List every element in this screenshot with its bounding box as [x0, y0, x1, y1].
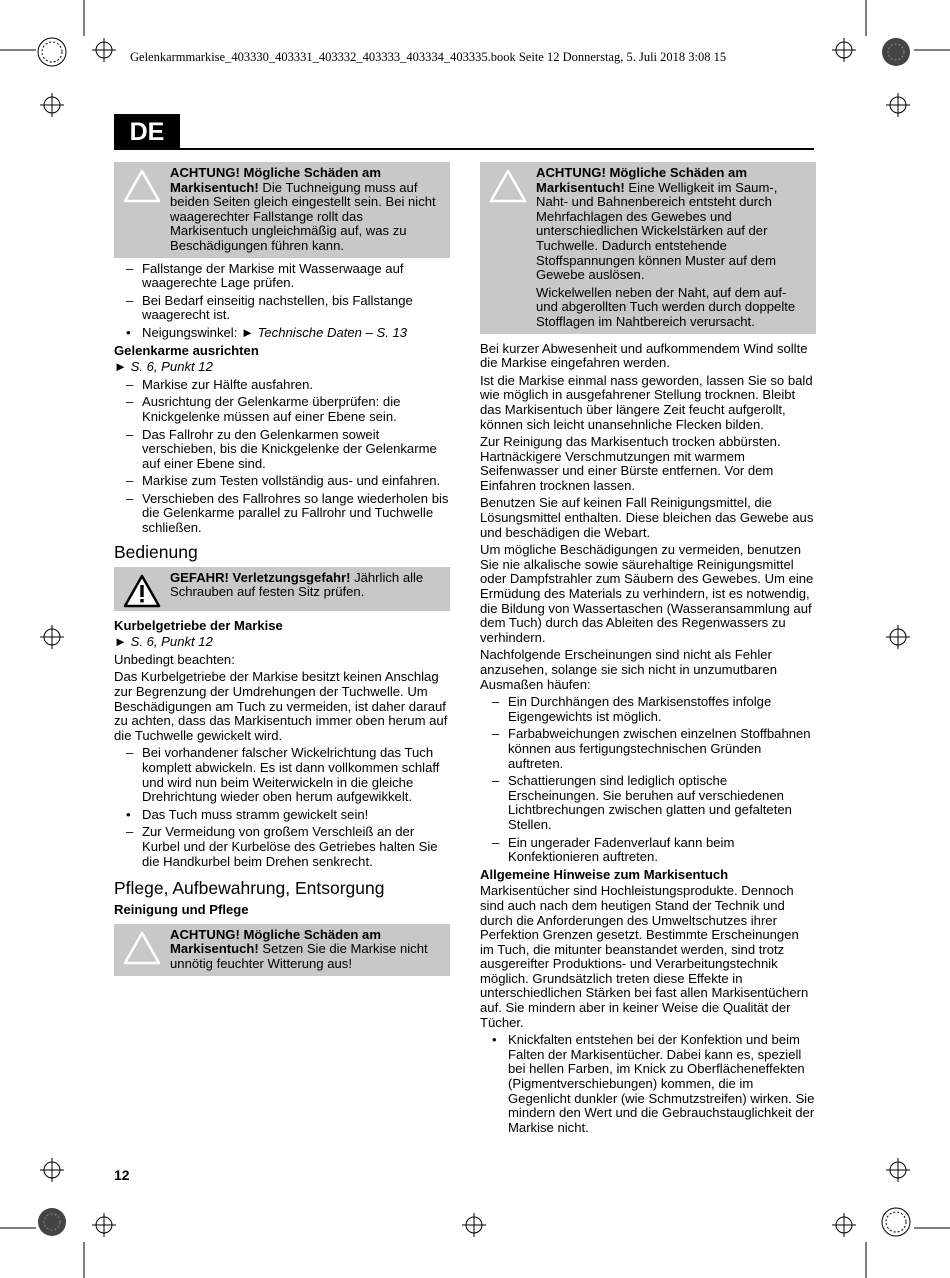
- print-header: Gelenkarmmarkise_403330_403331_403332_403333_403334_403335.book Seite 12 Donnerstag, 5. Juli 2018 3:08 15: [130, 50, 727, 64]
- list-item: • Neigungswinkel: ► Technische Daten – S. 13: [126, 324, 408, 340]
- warning-box: [114, 162, 450, 258]
- left-column: [114, 162, 450, 980]
- danger-box: [114, 567, 450, 611]
- paragraph: Um mögliche Beschädigungen zu vermeiden, benutzen Sie nie alkalische sowie säurehaltige Reinigungsmittel oder Dampfstrahler zum Säubern des Gewebes. Um eine Ermüdung des Materials zu verhindern, ist es notwendig, die Bildung von Wassertaschen (Wasseransammlung auf dem Tuch) durch das Ableiten des Regenwassers zu verhindern.: [480, 542, 814, 645]
- warning-box: [480, 162, 816, 334]
- warning-triangle-icon: [488, 168, 528, 204]
- danger-title: GEFAHR! Verletzungsgefahr!: [170, 569, 351, 585]
- paragraph: Markisentücher sind Hochleistungsprodukte. Dennoch sind auch nach dem heutigen Stand der Technik und durch die Anforderungen des Umweltschutzes ihrer Perfektion Grenzen gesetzt. Bestimmte Erscheinungen im Tuch, die mitunter beanstandet werden, sind trotz ausgereifter Produktions- und Verarbeitungstechnik möglich. Grundsätzlich treten diese Effekte in unterschiedlichen Stärken bei fast allen Markisentüchern auf. Sie mindern aber in keiner Weise die Qualität der Tücher.: [480, 883, 809, 1030]
- list-item: – Zur Vermeidung von großem Verschleiß an der Kurbel und der Kurbelöse des Getriebes halten Sie die Handkurbel beim Drehen senkrecht.: [126, 824, 438, 869]
- paragraph: Das Kurbelgetriebe der Markise besitzt keinen Anschlag zur Begrenzung der Umdrehungen der Tuchwelle. Um Beschädigungen am Tuch zu vermeiden, ist daher darauf zu achten, dass das Markisentuch immer oben herum auf die Tuchwelle gewickelt wird.: [114, 669, 448, 743]
- section-heading: Reinigung und Pflege: [114, 902, 249, 918]
- paragraph: Nachfolgende Erscheinungen sind nicht als Fehler anzusehen, solange sie sich nicht in unzumutbaren Ausmaßen häufen:: [480, 647, 777, 692]
- warning-text: Wickelwellen neben der Naht, auf dem auf- und abgerollten Tuch werden durch doppelte Stofflagen im Nahtbereich verursacht.: [536, 284, 796, 329]
- cross-reference: ► S. 6, Punkt 12: [114, 359, 213, 375]
- arrow-icon: ►: [114, 359, 127, 375]
- list-item: • Das Tuch muss stramm gewickelt sein!: [126, 806, 369, 822]
- section-heading: Allgemeine Hinweise zum Markisentuch: [480, 866, 729, 882]
- chapter-heading: Bedienung: [114, 541, 198, 562]
- cross-reference: ► S. 6, Punkt 12: [114, 634, 213, 650]
- arrow-icon: ►: [114, 634, 127, 650]
- warning-box: [114, 924, 450, 976]
- list-item: – Verschieben des Fallrohres so lange wiederholen bis die Gelenkarme parallel zu Fallrohr und Tuchwelle schließen.: [126, 490, 449, 536]
- paragraph: Unbedingt beachten:: [114, 651, 235, 667]
- section-heading: Kurbelgetriebe der Markise: [114, 617, 283, 633]
- list-item: – Markise zum Testen vollständig aus- und einfahren.: [126, 473, 441, 489]
- section-heading: Gelenkarme ausrichten: [114, 342, 259, 358]
- list-item: – Ein Durchhängen des Markisenstoffes infolge Eigengewichts ist möglich.: [492, 694, 772, 724]
- list-item: – Farbabweichungen zwischen einzelnen Stoffbahnen können aus fertigungstechnischen Gründen auftreten.: [492, 726, 811, 771]
- warning-triangle-icon: [122, 168, 162, 204]
- danger-exclamation-icon: [122, 573, 162, 609]
- warning-triangle-icon: [122, 930, 162, 966]
- page-number: 12: [114, 1167, 130, 1183]
- header-rule: [114, 148, 814, 150]
- paragraph: Bei kurzer Abwesenheit und aufkommendem Wind sollte die Markise eingefahren werden.: [480, 340, 808, 371]
- list-item: – Schattierungen sind lediglich optische Erscheinungen. Sie beruhen auf verschiedenen Lichtbrechungen zwischen glatten und gefalteten Stellen.: [492, 773, 792, 832]
- warning-text: Setzen Sie die Markise nicht unnötig feuchter Witterung aus!: [170, 941, 428, 971]
- list-item: – Fallstange der Markise mit Wasserwaage auf waagerechte Lage prüfen.: [126, 260, 404, 291]
- list-item: • Knickfalten entstehen bei der Konfektion und beim Falten der Markisentücher. Dabei kann es, speziell bei hellen Farben, im Knick zu Oberflächeneffekten (Pigmentverschiebungen) kommen, die im Gegenlicht dunkler (wie Schmutzstreifen) wirken. Sie mindern den Wert und die Gebrauchstauglichkeit der Markise nicht.: [492, 1032, 815, 1135]
- list-item: – Ein ungerader Fadenverlauf kann beim Konfektionieren auftreten.: [492, 834, 735, 865]
- list-item: – Bei Bedarf einseitig nachstellen, bis Fallstange waagerecht ist.: [126, 292, 413, 323]
- danger-text: Jährlich alle Schrauben auf festen Sitz prüfen.: [170, 569, 424, 600]
- warning-text: Eine Welligkeit im Saum-, Naht- und Bahnenbereich entsteht durch Mehrfachlagen des Gewebes und unterschiedlichen Wickelstärken auf der Tuchwelle. Dadurch entstehende Stoffspannungen können Muster auf dem Gewebe auslösen.: [536, 179, 778, 283]
- right-column: [480, 162, 816, 1138]
- list-item: – Das Fallrohr zu den Gelenkarmen soweit verschieben, bis die Knickgelenke der Gelenkarme auf einer Ebene sind.: [126, 426, 437, 471]
- paragraph: Zur Reinigung das Markisentuch trocken abbürsten. Hartnäckigere Verschmutzungen mit warmem Seifenwasser und einer Bürste entfernen. Vor dem Einfahren trocknen lassen.: [480, 434, 781, 493]
- list-item: – Bei vorhandener falscher Wickelrichtung das Tuch komplett abwickeln. Es ist dann vollkommen schlaff und wird nun beim Weiterwickeln in die gleiche Drehrichtung wieder oben herum aufgewikkelt.: [126, 745, 440, 805]
- arrow-icon: ►: [240, 324, 254, 340]
- paragraph: Ist die Markise einmal nass geworden, lassen Sie so bald wie möglich in ausgefahrener Stellung trocknen. Bleibt das Markisentuch über längere Zeit feucht aufgerollt, können sich leicht unansehnliche Flecken bilden.: [480, 372, 813, 432]
- warning-title: ACHTUNG! Mögliche Schäden am Markisentuch!: [536, 165, 747, 195]
- warning-title: ACHTUNG! Mögliche Schäden am Markisentuch!: [170, 926, 381, 957]
- chapter-heading: Pflege, Aufbewahrung, Entsorgung: [114, 878, 385, 899]
- warning-text: Die Tuchneigung muss auf beiden Seiten gleich eingestellt sein. Bei nicht waagerechter Fallstange rollt das Markisentuch ungleichmäßig auf, was zu Beschädigungen führen kann.: [170, 179, 436, 253]
- paragraph: Benutzen Sie auf keinen Fall Reinigungsmittel, die Lösungsmittel enthalten. Diese bleichen das Gewebe aus und beschädigen die Webart.: [480, 495, 814, 540]
- list-item: – Markise zur Hälfte ausfahren.: [126, 376, 314, 392]
- list-item: – Ausrichtung der Gelenkarme überprüfen: die Knickgelenke müssen auf einer Ebene sein.: [126, 394, 401, 424]
- warning-title: ACHTUNG! Mögliche Schäden am Markisentuch!: [170, 165, 381, 195]
- cross-reference: Technische Daten – S. 13: [253, 324, 408, 340]
- language-tab: DE: [114, 114, 180, 150]
